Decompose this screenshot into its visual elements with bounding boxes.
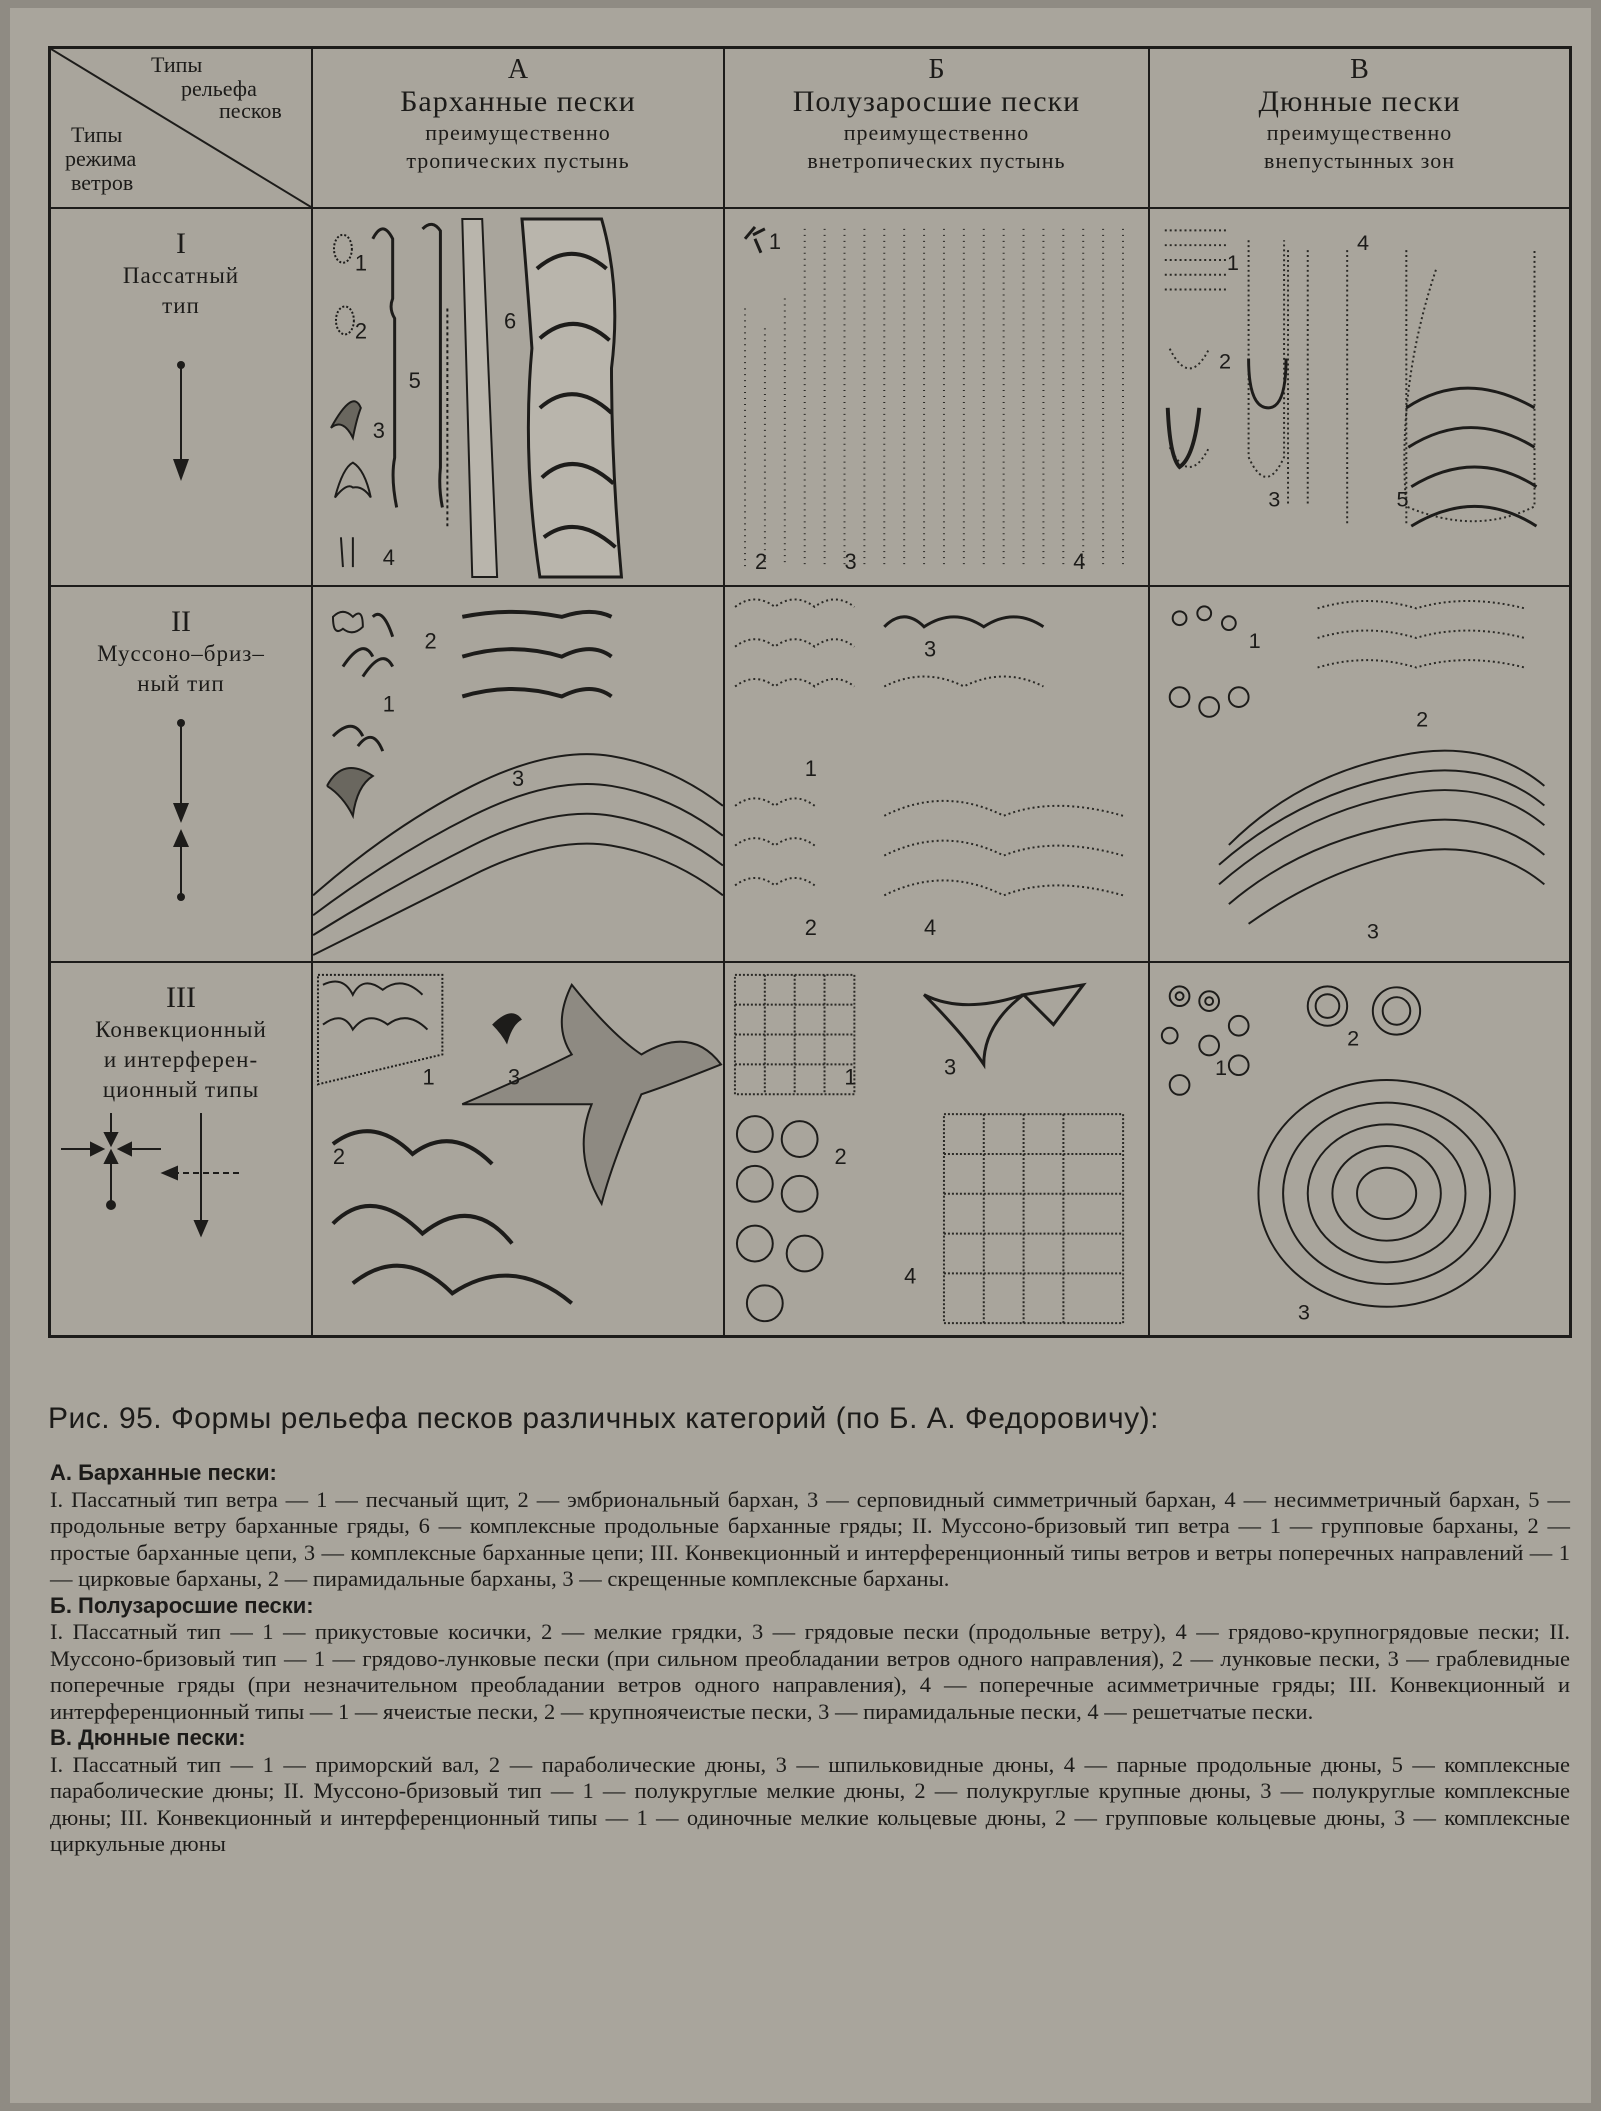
column-letter: В — [1350, 54, 1369, 85]
cell-r2-b — [725, 587, 1150, 963]
converging-wind-arrows-icon — [61, 1113, 301, 1243]
cell-r2-c — [1150, 587, 1569, 963]
column-header-a — [313, 49, 725, 209]
dune-trade-wind-illustration — [1150, 209, 1569, 585]
figure-label-1: 1 — [844, 1064, 857, 1090]
row-number: I — [176, 227, 186, 260]
row-name: Муссоно–бриз– — [97, 641, 265, 666]
figure-label-3: 3 — [508, 1064, 521, 1090]
figure-label-1: 1 — [1248, 627, 1261, 653]
column-subtitle-2: внепустынных зон — [1263, 148, 1456, 173]
row-name-2: тип — [162, 293, 200, 318]
figure-label-2: 2 — [754, 549, 768, 575]
figure-label-2: 2 — [332, 1143, 346, 1169]
figure-label-4: 4 — [924, 915, 937, 941]
figure-label-3: 3 — [1268, 486, 1281, 512]
corner-bottom-text: Типы — [71, 122, 123, 147]
legend-section-text-c: I. Пассатный тип — 1 — приморский вал, 2 — параболические дюны, 3 — шпильковидные дюны, 4 — парные продольные дюны, 5 — комплексные параболические дюны; II. Муссоно-бризовый тип — 1 — полукруглые мелкие дюны, 2 — полукруглые крупные дюны, 3 — полукруглые комплексные дюны; III. Конвекционный и интерференционный типы — 1 — одиночные мелкие кольцевые дюны, 2 — групповые кольцевые дюны, 3 — комплексные циркульные дюны — [50, 1751, 1570, 1856]
figure-label-4: 4 — [1357, 230, 1370, 256]
dune-monsoon-illustration — [1150, 587, 1569, 961]
semi-overgrown-trade-wind-illustration — [725, 209, 1148, 585]
column-header-b — [725, 49, 1150, 209]
cell-r2-a — [313, 587, 725, 963]
figure-label-3: 3 — [924, 636, 937, 662]
column-subtitle: преимущественно — [425, 120, 611, 145]
figure-label-3: 3 — [943, 1054, 957, 1080]
relief-table — [48, 46, 1572, 1338]
figure-label-6: 6 — [504, 308, 517, 334]
row-name-2: ный тип — [137, 671, 225, 696]
row-name-3: ционный типы — [102, 1077, 260, 1102]
barchan-trade-wind-illustration — [313, 209, 723, 585]
row-name-2: и интерферен- — [103, 1047, 259, 1072]
figure-label-2: 2 — [804, 915, 817, 941]
column-subtitle: преимущественно — [843, 120, 1030, 145]
corner-top-text-2: рельефа — [181, 76, 257, 101]
figure-label-1: 1 — [1226, 249, 1239, 275]
column-title: Барханные пески — [400, 85, 636, 118]
figure-label-1: 1 — [1215, 1055, 1228, 1081]
corner-bottom-text-3: ветров — [71, 170, 134, 195]
legend-section-heading-a: А. Барханные пески: — [50, 1460, 277, 1485]
figure-label-4: 4 — [904, 1263, 917, 1289]
column-letter: А — [507, 54, 529, 85]
semi-overgrown-convection-illustration — [725, 963, 1148, 1335]
row-header-3 — [51, 963, 313, 1335]
cell-r1-a — [313, 209, 725, 587]
figure-label-5: 5 — [408, 368, 421, 394]
corner-top-text-3: песков — [219, 98, 282, 123]
wind-arrows-icon — [166, 717, 196, 907]
row-number: II — [171, 605, 191, 638]
figure-label-1: 1 — [804, 755, 817, 781]
legend-section-text-b: I. Пассатный тип — 1 — прикустовые косички, 2 — мелкие грядки, 3 — грядовые пески (продольные ветру), 4 — грядово-крупногрядовые пески; II. Муссоно-бризовый тип — 1 — грядово-лунковые пески (при сильном преобладании ветров одного направления), 2 — лунковые пески, 3 — граблевидные поперечные гряды (при незначительном преобладании ветров одного направления), 4 — поперечные асимметричные гряды; III. Конвекционный и интерференционный типы — 1 — ячеистые пески, 2 — крупноячеистые пески, 3 — пирамидальные пески, 4 — решетчатые пески. — [50, 1619, 1570, 1724]
corner-bottom-text-2: режима — [65, 146, 137, 171]
row-name: Пассатный — [122, 263, 240, 288]
row-header-1 — [51, 209, 313, 587]
figure-label-3: 3 — [1297, 1299, 1310, 1325]
figure-label-2: 2 — [1416, 706, 1429, 732]
figure-label-2: 2 — [1219, 348, 1232, 374]
figure-label-1: 1 — [768, 228, 782, 254]
figure-label-3: 3 — [844, 549, 857, 575]
figure-label-4: 4 — [1073, 549, 1086, 575]
legend-section-heading-c: В. Дюнные пески: — [50, 1725, 246, 1750]
figure-label-3: 3 — [372, 417, 385, 443]
figure-label-3: 3 — [512, 765, 525, 791]
cell-r1-b — [725, 209, 1150, 587]
figure-label-5: 5 — [1396, 486, 1409, 512]
column-title: Дюнные пески — [1258, 85, 1461, 118]
column-subtitle-2: внетропических пустынь — [807, 148, 1066, 173]
figure-label-1: 1 — [422, 1064, 435, 1090]
column-letter: Б — [928, 54, 945, 85]
figure-label-2: 2 — [834, 1143, 847, 1169]
barchan-convection-illustration — [313, 963, 723, 1335]
cell-r3-a — [313, 963, 725, 1335]
column-header-c — [1150, 49, 1569, 209]
semi-overgrown-monsoon-illustration — [725, 587, 1148, 961]
book-page — [10, 8, 1591, 2103]
figure-label-4: 4 — [382, 545, 395, 571]
legend-section-text-a: I. Пассатный тип ветра — 1 — песчаный щит, 2 — эмбриональный бархан, 3 — серповидный симметричный бархан, 4 — несимметричный бархан, 5 — продольные ветру барханные гряды, 6 — комплексные продольные барханные гряды; II. Муссоно-бризовый тип ветра — 1 — групповые барханы, 2 — простые барханные цепи, 3 — комплексные барханные цепи; III. Конвекционный и интерференционный типы ветров и ветры поперечных направлений — 1 — цирковые барханы, 2 — пирамидальные барханы, 3 — скрещенные комплексные барханы. — [50, 1486, 1570, 1591]
cell-r3-b — [725, 963, 1150, 1335]
column-subtitle-2: тропических пустынь — [406, 148, 630, 173]
column-title: Полузаросшие пески — [792, 85, 1081, 118]
dune-convection-illustration — [1150, 963, 1569, 1335]
figure-label-2: 2 — [424, 628, 437, 654]
barchan-monsoon-illustration — [313, 587, 723, 961]
figure-label-3: 3 — [1366, 918, 1379, 944]
figure-legend — [50, 1460, 1570, 1858]
legend-section-heading-b: Б. Полузаросшие пески: — [50, 1592, 314, 1618]
corner-header — [51, 49, 313, 209]
row-header-2 — [51, 587, 313, 963]
wind-arrow-icon — [166, 359, 196, 489]
corner-top-text: Типы — [151, 52, 203, 77]
figure-caption-title: Рис. 95. Формы рельефа песков различных категорий (по Б. А. Федоровичу): — [48, 1402, 1159, 1435]
cell-r3-c — [1150, 963, 1569, 1335]
figure-label-2: 2 — [1347, 1025, 1360, 1051]
row-number: III — [166, 981, 196, 1014]
cell-r1-c — [1150, 209, 1569, 587]
figure-label-2: 2 — [354, 318, 368, 344]
figure-label-1: 1 — [382, 691, 395, 717]
figure-label-1: 1 — [354, 250, 368, 276]
column-subtitle: преимущественно — [1266, 120, 1453, 145]
row-name: Конвекционный — [95, 1017, 267, 1042]
